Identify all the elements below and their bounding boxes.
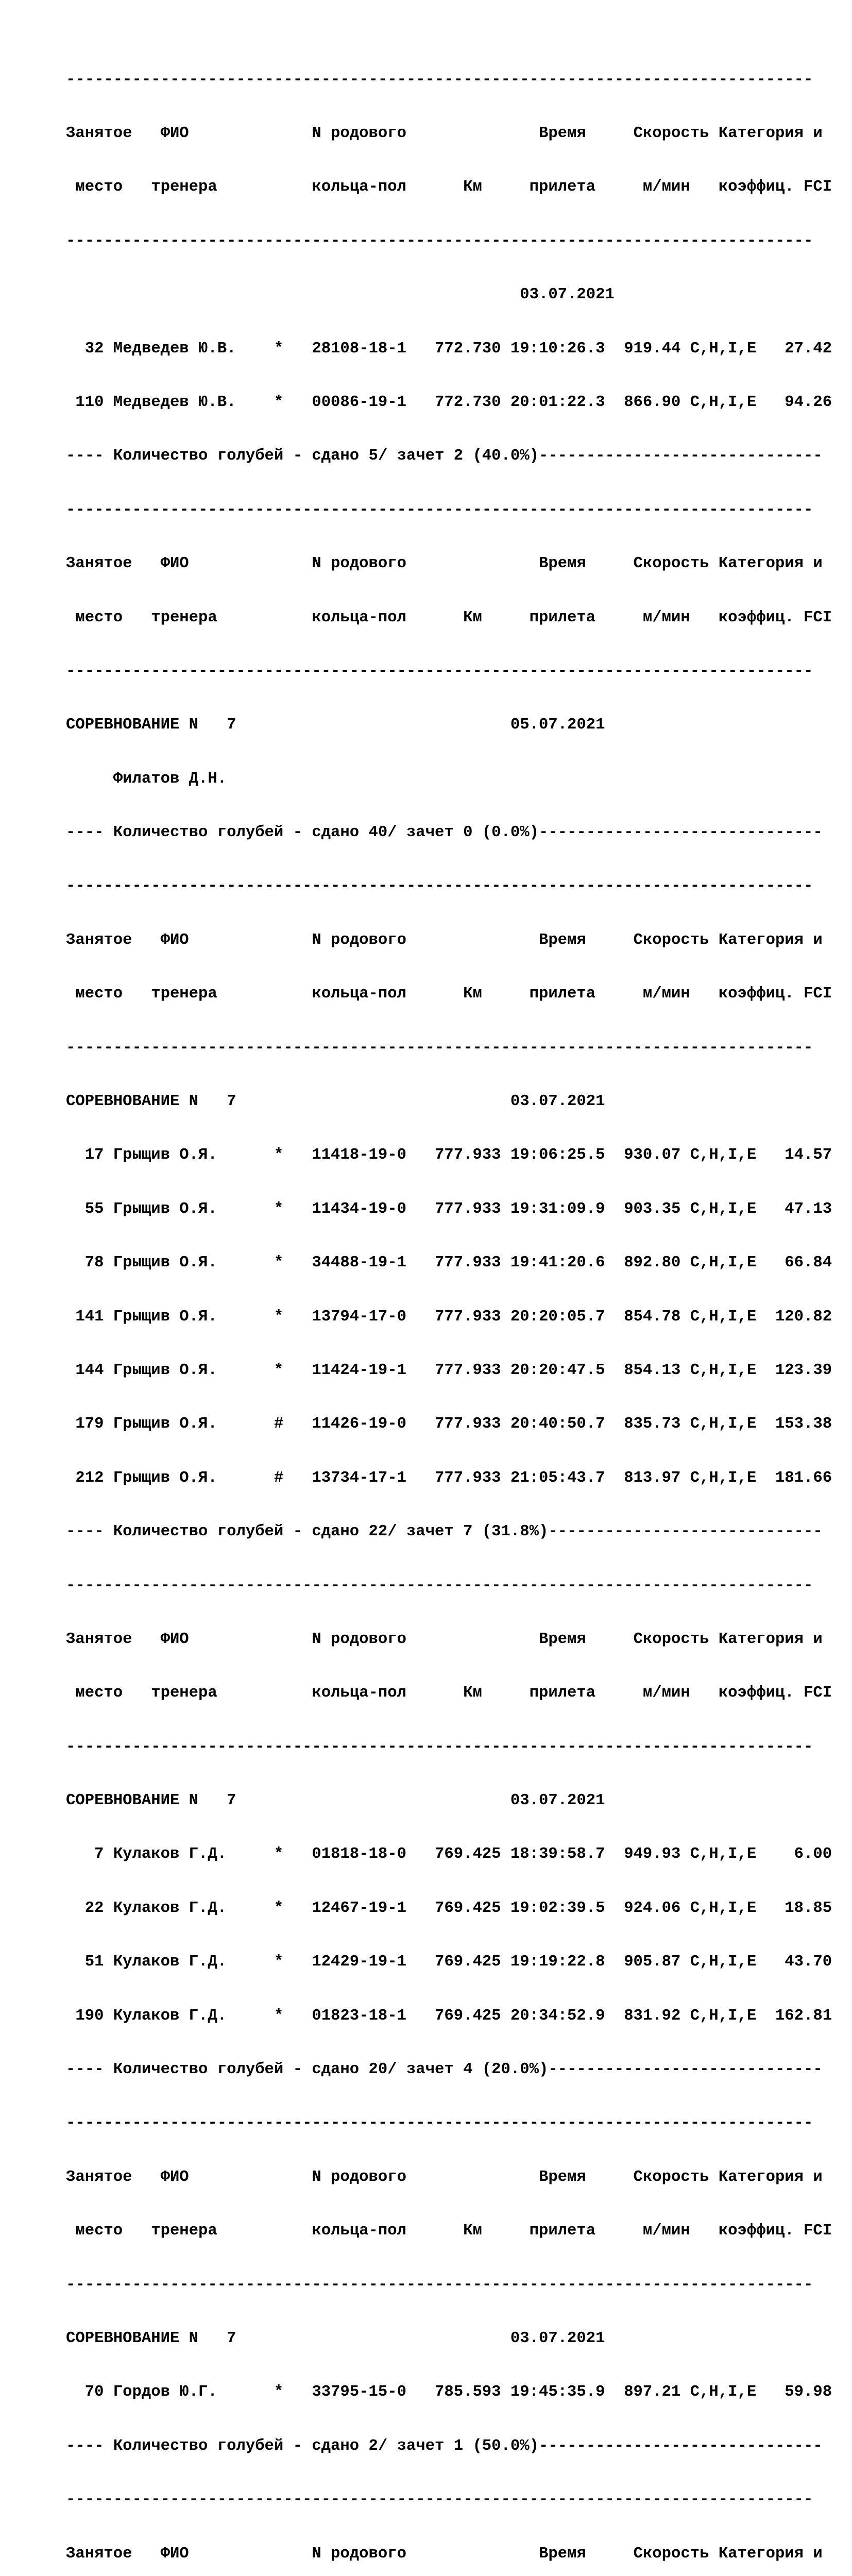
column-header-line-2: место тренера кольца-пол Км прилета м/мин коэффиц. FCI bbox=[66, 985, 832, 1003]
result-row: 17 Грыщив О.Я. * 11418-19-0 777.933 19:06:25.5 930.07 C,H,I,E 14.57 bbox=[66, 1146, 832, 1164]
result-row: 144 Грыщив О.Я. * 11424-19-1 777.933 20:20:47.5 854.13 C,H,I,E 123.39 bbox=[66, 1361, 832, 1379]
separator-line: ------------------------------------------------------------------------------- bbox=[66, 1039, 813, 1057]
separator-line: ------------------------------------------------------------------------------- bbox=[66, 2114, 813, 2132]
column-header-line-2: место тренера кольца-пол Км прилета м/мин коэффиц. FCI bbox=[66, 178, 832, 196]
result-row: 70 Гордов Ю.Г. * 33795-15-0 785.593 19:45:35.9 897.21 C,H,I,E 59.98 bbox=[66, 2383, 832, 2401]
separator-line: ------------------------------------------------------------------------------- bbox=[66, 232, 813, 250]
column-header-line-2: место тренера кольца-пол Км прилета м/мин коэффиц. FCI bbox=[66, 2222, 832, 2240]
pigeon-count-summary: ---- Количество голубей - сдано 20/ зачет 4 (20.0%)----------------------------- bbox=[66, 2061, 823, 2079]
competition-title-line: СОРЕВНОВАНИЕ N 7 03.07.2021 bbox=[66, 2330, 605, 2347]
competition-title-line: СОРЕВНОВАНИЕ N 7 05.07.2021 bbox=[66, 716, 605, 734]
competition-title-line: СОРЕВНОВАНИЕ N 7 03.07.2021 bbox=[66, 1792, 605, 1810]
separator-line: ------------------------------------------------------------------------------- bbox=[66, 71, 813, 89]
separator-line: ------------------------------------------------------------------------------- bbox=[66, 2491, 813, 2509]
result-row: 32 Медведев Ю.В. * 28108-18-1 772.730 19:10:26.3 919.44 C,H,I,E 27.42 bbox=[66, 340, 832, 358]
result-row: 212 Грыщив О.Я. # 13734-17-1 777.933 21:05:43.7 813.97 C,H,I,E 181.66 bbox=[66, 1469, 832, 1487]
column-header-line-1: Занятое ФИО N родового Время Скорость Категория и bbox=[66, 931, 823, 949]
result-row: 22 Кулаков Г.Д. * 12467-19-1 769.425 19:02:39.5 924.06 C,H,I,E 18.85 bbox=[66, 1899, 832, 1917]
result-row: 110 Медведев Ю.В. * 00086-19-1 772.730 20:01:22.3 866.90 C,H,I,E 94.26 bbox=[66, 393, 832, 411]
result-row: 51 Кулаков Г.Д. * 12429-19-1 769.425 19:19:22.8 905.87 C,H,I,E 43.70 bbox=[66, 1953, 832, 1971]
pigeon-count-summary: ---- Количество голубей - сдано 5/ зачет 2 (40.0%)------------------------------ bbox=[66, 447, 823, 465]
separator-line: ------------------------------------------------------------------------------- bbox=[66, 2276, 813, 2294]
trainer-name-line: Филатов Д.Н. bbox=[66, 770, 227, 788]
result-row: 141 Грыщив О.Я. * 13794-17-0 777.933 20:20:05.7 854.78 C,H,I,E 120.82 bbox=[66, 1308, 832, 1326]
column-header-line-2: место тренера кольца-пол Км прилета м/мин коэффиц. FCI bbox=[66, 608, 832, 626]
column-header-line-1: Занятое ФИО N родового Время Скорость Категория и bbox=[66, 1630, 823, 1648]
column-header-line-2: место тренера кольца-пол Км прилета м/мин коэффиц. FCI bbox=[66, 1684, 832, 1702]
result-row: 7 Кулаков Г.Д. * 01818-18-0 769.425 18:39:58.7 949.93 C,H,I,E 6.00 bbox=[66, 1845, 832, 1863]
race-results-report bbox=[66, 35, 832, 2576]
separator-line: ------------------------------------------------------------------------------- bbox=[66, 1577, 813, 1595]
separator-line: ------------------------------------------------------------------------------- bbox=[66, 877, 813, 895]
result-row: 55 Грыщив О.Я. * 11434-19-0 777.933 19:31:09.9 903.35 C,H,I,E 47.13 bbox=[66, 1200, 832, 1218]
pigeon-count-summary: ---- Количество голубей - сдано 22/ зачет 7 (31.8%)----------------------------- bbox=[66, 1523, 823, 1541]
column-header-line-1: Занятое ФИО N родового Время Скорость Категория и bbox=[66, 124, 823, 142]
column-header-line-1: Занятое ФИО N родового Время Скорость Категория и bbox=[66, 555, 823, 573]
separator-line: ------------------------------------------------------------------------------- bbox=[66, 1738, 813, 1756]
competition-date-line: 03.07.2021 bbox=[66, 286, 615, 304]
result-row: 179 Грыщив О.Я. # 11426-19-0 777.933 20:40:50.7 835.73 C,H,I,E 153.38 bbox=[66, 1415, 832, 1433]
pigeon-count-summary: ---- Количество голубей - сдано 40/ зачет 0 (0.0%)------------------------------ bbox=[66, 824, 823, 842]
result-row: 78 Грыщив О.Я. * 34488-19-1 777.933 19:41:20.6 892.80 C,H,I,E 66.84 bbox=[66, 1254, 832, 1272]
column-header-line-1: Занятое ФИО N родового Время Скорость Категория и bbox=[66, 2545, 823, 2563]
competition-title-line: СОРЕВНОВАНИЕ N 7 03.07.2021 bbox=[66, 1093, 605, 1111]
result-row: 190 Кулаков Г.Д. * 01823-18-1 769.425 20:34:52.9 831.92 C,H,I,E 162.81 bbox=[66, 2007, 832, 2025]
separator-line: ------------------------------------------------------------------------------- bbox=[66, 662, 813, 680]
column-header-line-1: Занятое ФИО N родового Время Скорость Категория и bbox=[66, 2168, 823, 2186]
pigeon-count-summary: ---- Количество голубей - сдано 2/ зачет 1 (50.0%)------------------------------ bbox=[66, 2437, 823, 2455]
separator-line: ------------------------------------------------------------------------------- bbox=[66, 501, 813, 519]
